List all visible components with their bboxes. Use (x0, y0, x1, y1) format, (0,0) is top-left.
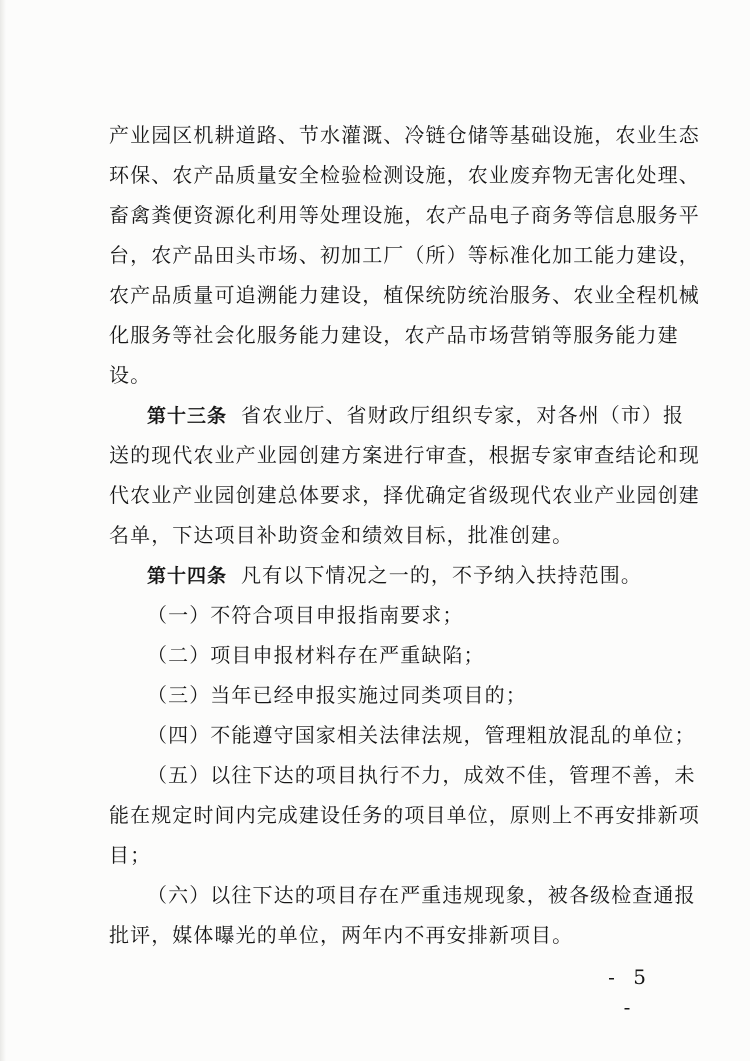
list-item-continuation: 能在规定时间内完成建设任务的项目单位，原则上不再安排新项 (109, 803, 700, 827)
list-item: （六）以往下达的项目存在严重违规现象，被各级检查通报 (147, 883, 696, 907)
article-13-line: 送的现代农业产业园创建方案进行审查，根据专家审查结论和现 (109, 443, 700, 467)
paragraph-line: 台，农产品田头市场、初加工厂（所）等标准化加工能力建设， (109, 243, 700, 267)
article-14-intro: 凡有以下情况之一的，不予纳入扶持范围。 (241, 563, 642, 587)
paragraph-line: 环保、农产品质量安全检验检测设施，农业废弃物无害化处理、 (109, 163, 700, 187)
paragraph-line: 农产品质量可追溯能力建设，植保统防统治服务、农业全程机械 (109, 283, 700, 307)
list-item: （一）不符合项目申报指南要求； (147, 603, 464, 627)
list-item: （三）当年已经申报实施过同类项目的； (147, 683, 527, 707)
paragraph-line: 产业园区机耕道路、节水灌溉、冷链仓储等基础设施，农业生态 (109, 123, 700, 147)
paragraph-line: 设。 (109, 363, 152, 387)
list-item: （五）以往下达的项目执行不力，成效不佳，管理不善，未 (147, 763, 696, 787)
list-item: （四）不能遵守国家相关法律法规，管理粗放混乱的单位； (147, 723, 696, 747)
article-13-text: 省农业厅、省财政厅组织专家，对各州（市）报 (241, 403, 685, 427)
article-13-line: 名单，下达项目补助资金和绩效目标，批准创建。 (109, 523, 574, 547)
article-14-first-line (147, 558, 707, 592)
article-13-heading: 第十三条 (147, 405, 228, 427)
list-item-continuation: 批评，媒体曝光的单位，两年内不再安排新项目。 (109, 923, 574, 947)
page-number: - 5 - (608, 965, 652, 1019)
article-13-line: 代农业产业园创建总体要求，择优确定省级现代农业产业园创建 (109, 483, 700, 507)
article-13-first-line (147, 398, 707, 432)
article-14-heading: 第十四条 (147, 565, 228, 587)
paragraph-line: 畜禽粪便资源化利用等处理设施，农产品电子商务等信息服务平 (109, 203, 700, 227)
scan-edge-shadow (0, 0, 6, 1061)
paragraph-line: 化服务等社会化服务能力建设，农产品市场营销等服务能力建 (109, 323, 679, 347)
list-item-continuation: 目； (109, 843, 152, 867)
list-item: （二）项目申报材料存在严重缺陷； (147, 643, 485, 667)
